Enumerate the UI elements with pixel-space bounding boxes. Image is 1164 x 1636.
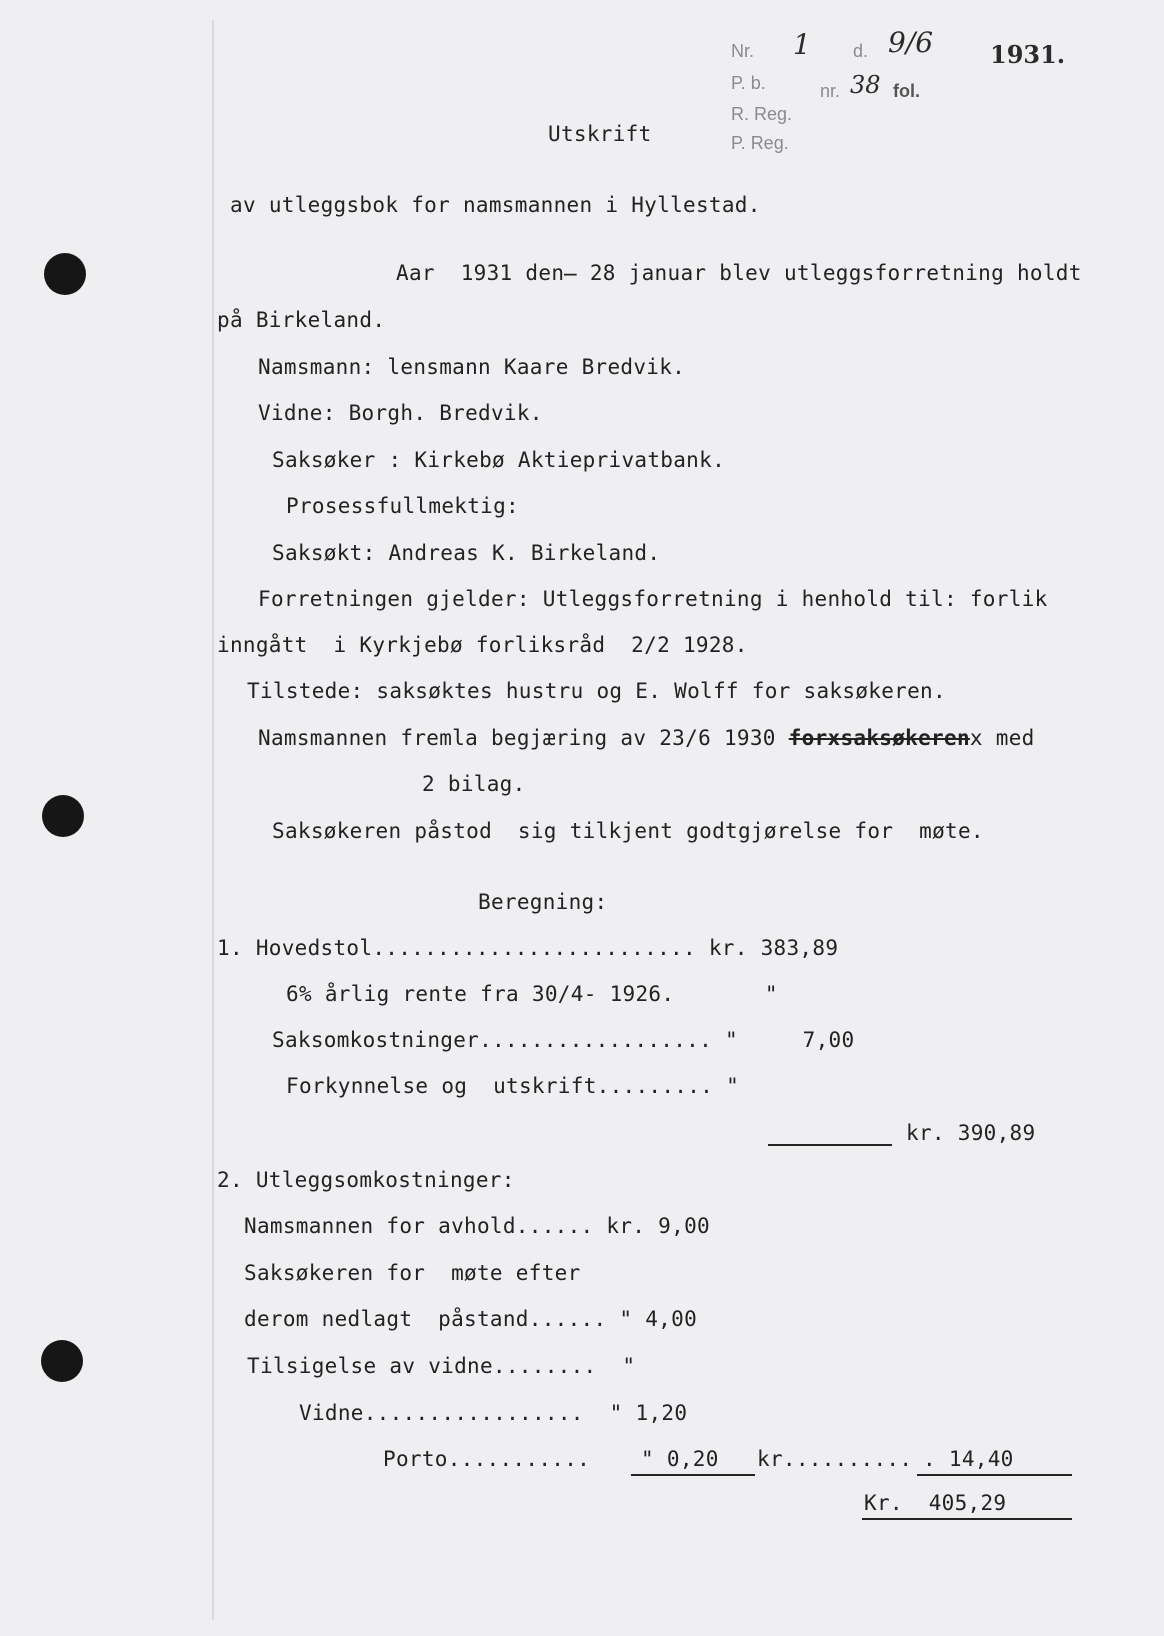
document-title: Utskrift — [548, 122, 652, 146]
stamp-date-value: 9/6 — [888, 26, 934, 59]
stamp-pb-nr-value: 38 — [850, 71, 881, 99]
porto-total-rule — [917, 1474, 1072, 1476]
beregning-title: Beregning: — [478, 890, 608, 914]
fremla-line-2: 2 bilag. — [422, 772, 526, 796]
subtotal-line: kr. 390,89 — [906, 1121, 1036, 1145]
punch-hole-bottom — [41, 1340, 83, 1382]
pastod-line: Saksøkeren påstod sig tilkjent godtgjørelse for møte. — [272, 819, 984, 843]
stamp-pb-label: P. b. — [731, 73, 766, 93]
vidne-line: Vidne: Borgh. Bredvik. — [258, 401, 543, 425]
forretning-line-2: inngått i Kyrkjebø forliksråd 2/2 1928. — [217, 633, 748, 657]
saksoker-line: Saksøker : Kirkebø Aktieprivatbank. — [272, 448, 726, 472]
punch-hole-top — [44, 253, 86, 295]
stamp-pb-nr-label: nr. — [820, 81, 841, 101]
saksokt-line: Saksøkt: Andreas K. Birkeland. — [272, 541, 661, 565]
porto-value-rule — [631, 1474, 755, 1476]
grand-total: Kr. 405,29 — [864, 1491, 1007, 1515]
porto-value: " 0,20 — [641, 1447, 719, 1471]
margin-line — [212, 20, 214, 1620]
saksomkostninger-line: Saksomkostninger.................. " 7,00 — [272, 1028, 855, 1052]
punch-hole-middle — [42, 795, 84, 837]
stamp-year-value: 1931. — [990, 40, 1066, 69]
forkynnelse-line: Forkynnelse og utskrift......... " — [286, 1074, 740, 1098]
tilstede-line: Tilstede: saksøktes hustru og E. Wolff for saksøkeren. — [247, 679, 946, 703]
intro-line-1: Aar 1931 den̶ 28 januar blev utleggsforretning holdt — [396, 261, 1082, 285]
stamp-preg-label: P. Reg. — [731, 133, 789, 153]
stamp-date-label: d. — [853, 41, 869, 61]
fremla-end-text: x med — [969, 726, 1035, 750]
tilsigelse-line: Tilsigelse av vidne........ " — [247, 1354, 636, 1378]
subtotal-rule — [768, 1144, 892, 1146]
porto-total: . 14,40 — [923, 1447, 1014, 1471]
porto-label: Porto........... — [383, 1447, 591, 1471]
fremla-line-1 — [258, 725, 1035, 751]
saksokeren-mote-line-1: Saksøkeren for møte efter — [244, 1261, 581, 1285]
utleggsomkostninger-title: 2. Utleggsomkostninger: — [217, 1168, 515, 1192]
document-subtitle: av utleggsbok for namsmannen i Hyllestad. — [230, 193, 761, 217]
forretning-line-1: Forretningen gjelder: Utleggsforretning i henhold til: forlik — [258, 587, 1048, 611]
hovedstol-line: 1. Hovedstol......................... kr. 383,89 — [217, 936, 839, 960]
namsmann-line: Namsmann: lensmann Kaare Bredvik. — [258, 355, 686, 379]
namsmannen-avhold-line: Namsmannen for avhold...... kr. 9,00 — [244, 1214, 710, 1238]
fremla-struck-text: forxsaksøkeren — [788, 726, 970, 750]
porto-kr: kr.......... — [757, 1447, 913, 1471]
rente-line: 6% årlig rente fra 30/4- 1926. " — [286, 982, 778, 1006]
stamp-pb-fol-label: fol. — [893, 81, 920, 101]
stamp-nr-value: 1 — [793, 28, 811, 61]
fremla-text: Namsmannen fremla begjæring av 23/6 1930 — [258, 726, 776, 750]
saksokeren-mote-line-2: derom nedlagt påstand...... " 4,00 — [244, 1307, 698, 1331]
prosessfullmektig-line: Prosessfullmektig: — [286, 494, 519, 518]
intro-line-2: på Birkeland. — [217, 308, 386, 332]
stamp-nr-label: Nr. — [731, 41, 755, 61]
grand-total-rule — [862, 1518, 1072, 1520]
stamp-rreg-label: R. Reg. — [731, 104, 793, 124]
vidne-cost-line: Vidne................. " 1,20 — [299, 1401, 688, 1425]
